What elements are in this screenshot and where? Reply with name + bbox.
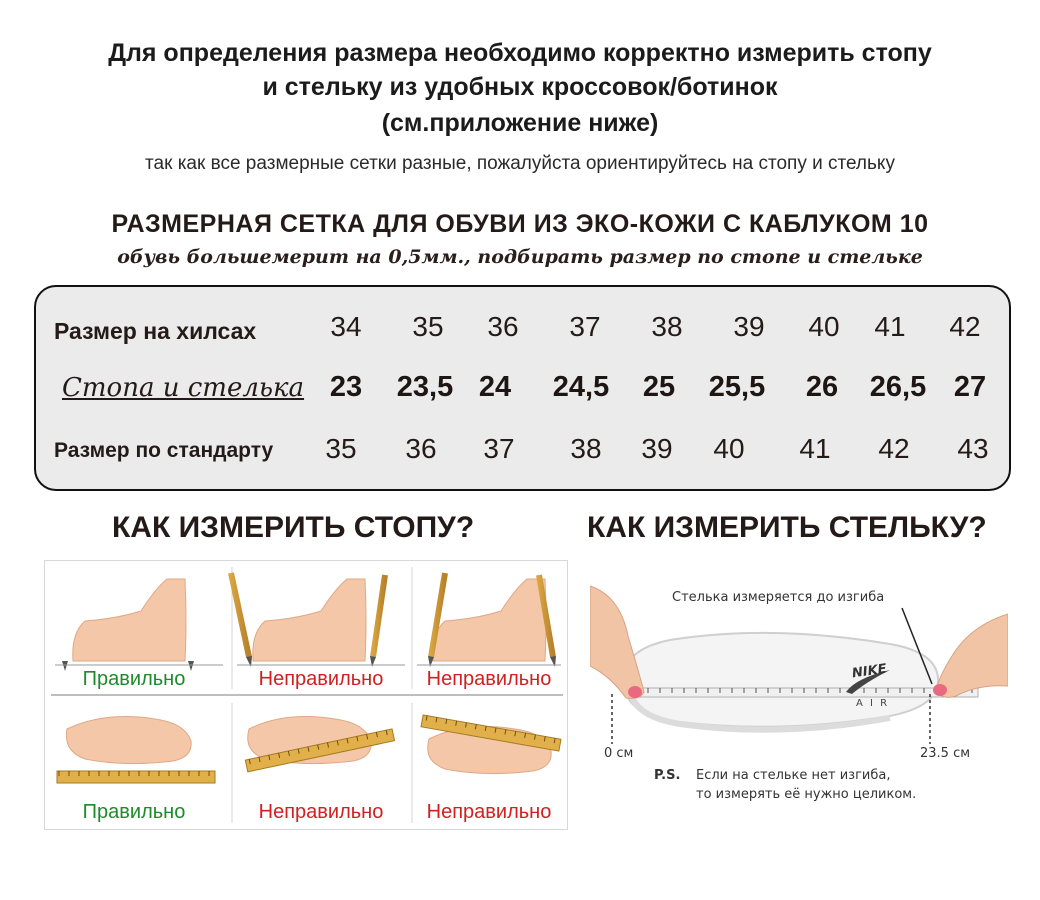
size-cell: 23,5	[396, 371, 454, 403]
left-hand	[590, 586, 644, 698]
size-cell: 40	[808, 311, 840, 342]
insole-measure-title: КАК ИЗМЕРИТЬ СТЕЛЬКУ?	[587, 511, 987, 544]
header-line-3: (см.приложение ниже)	[381, 109, 659, 137]
size-cell: 42	[949, 311, 981, 342]
size-cell: 38	[651, 311, 683, 342]
ps-line-1: Если на стельке нет изгиба,	[696, 768, 891, 783]
size-chart-title: РАЗМЕРНАЯ СЕТКА ДЛЯ ОБУВИ ИЗ ЭКО-КОЖИ С КАБЛУКОМ 10	[111, 210, 929, 238]
right-hand	[936, 614, 1008, 697]
size-cell: 35	[412, 311, 444, 342]
size-cell: 26,5	[869, 371, 927, 403]
size-cell: 41	[799, 433, 831, 464]
foot-side-correct	[55, 575, 223, 671]
size-cell: 34	[330, 311, 362, 342]
brand-logo-text: NIKE	[851, 661, 888, 682]
size-cell: 27	[953, 371, 987, 403]
foot-top-correct	[57, 717, 215, 783]
caption-correct: Правильно	[82, 668, 186, 690]
foot-top-incorrect-1	[245, 717, 394, 772]
caption-correct: Правильно	[82, 801, 186, 823]
caption-incorrect: Неправильно	[258, 668, 384, 690]
insole-shape	[624, 633, 938, 727]
size-cell: 25,5	[708, 371, 766, 403]
header-line-2: и стельку из удобных кроссовок/ботинок	[262, 73, 778, 101]
start-label: 0 см	[604, 746, 634, 761]
caption-incorrect: Неправильно	[258, 801, 384, 823]
caption-incorrect: Неправильно	[426, 668, 552, 690]
header-line-1: Для определения размера необходимо корректно измерить стопу	[108, 39, 932, 67]
foot-side-incorrect-2	[417, 573, 561, 667]
ps-line-2: то измерять её нужно целиком.	[696, 787, 917, 802]
caption-incorrect: Неправильно	[426, 801, 552, 823]
size-table	[34, 285, 1011, 491]
size-chart-note: обувь большемерит на 0,5мм., подбирать размер по стопе и стельке	[117, 246, 923, 268]
size-cell: 39	[641, 433, 673, 464]
foot-top-incorrect-2	[421, 715, 561, 774]
size-cell: 37	[483, 433, 515, 464]
foot-measure-title: КАК ИЗМЕРИТЬ СТОПУ?	[112, 511, 475, 544]
size-cell: 41	[874, 311, 906, 342]
size-cell: 26	[805, 371, 839, 403]
row-label: Стопа и стелька	[62, 373, 305, 403]
size-cell: 24,5	[552, 371, 610, 403]
size-cell: 38	[570, 433, 602, 464]
size-cell: 39	[733, 311, 765, 342]
row-label: Размер по стандарту	[54, 439, 274, 462]
insole-bend-note: Стелька измеряется до изгиба	[672, 590, 885, 605]
ps-label: P.S.	[654, 768, 681, 783]
size-cell: 40	[713, 433, 745, 464]
size-cell: 23	[329, 371, 363, 403]
size-cell: 42	[878, 433, 910, 464]
foot-measure-illustration	[44, 560, 568, 830]
size-cell: 25	[642, 371, 676, 403]
size-cell: 36	[487, 311, 519, 342]
brand-sub-text: A I R	[856, 698, 890, 709]
header-subtitle: так как все размерные сетки разные, пожалуйста ориентируйтесь на стопу и стельку	[145, 153, 895, 174]
insole-measure-illustration	[590, 566, 1008, 816]
size-cell: 35	[325, 433, 357, 464]
size-cell: 24	[478, 371, 512, 403]
foot-side-incorrect-1	[231, 573, 405, 667]
size-cell: 37	[569, 311, 601, 342]
row-label: Размер на хилсах	[54, 318, 257, 344]
size-cell: 43	[957, 433, 989, 464]
size-cell: 36	[405, 433, 437, 464]
foot-illustration-svg	[45, 561, 569, 831]
end-label: 23.5 см	[920, 746, 971, 761]
